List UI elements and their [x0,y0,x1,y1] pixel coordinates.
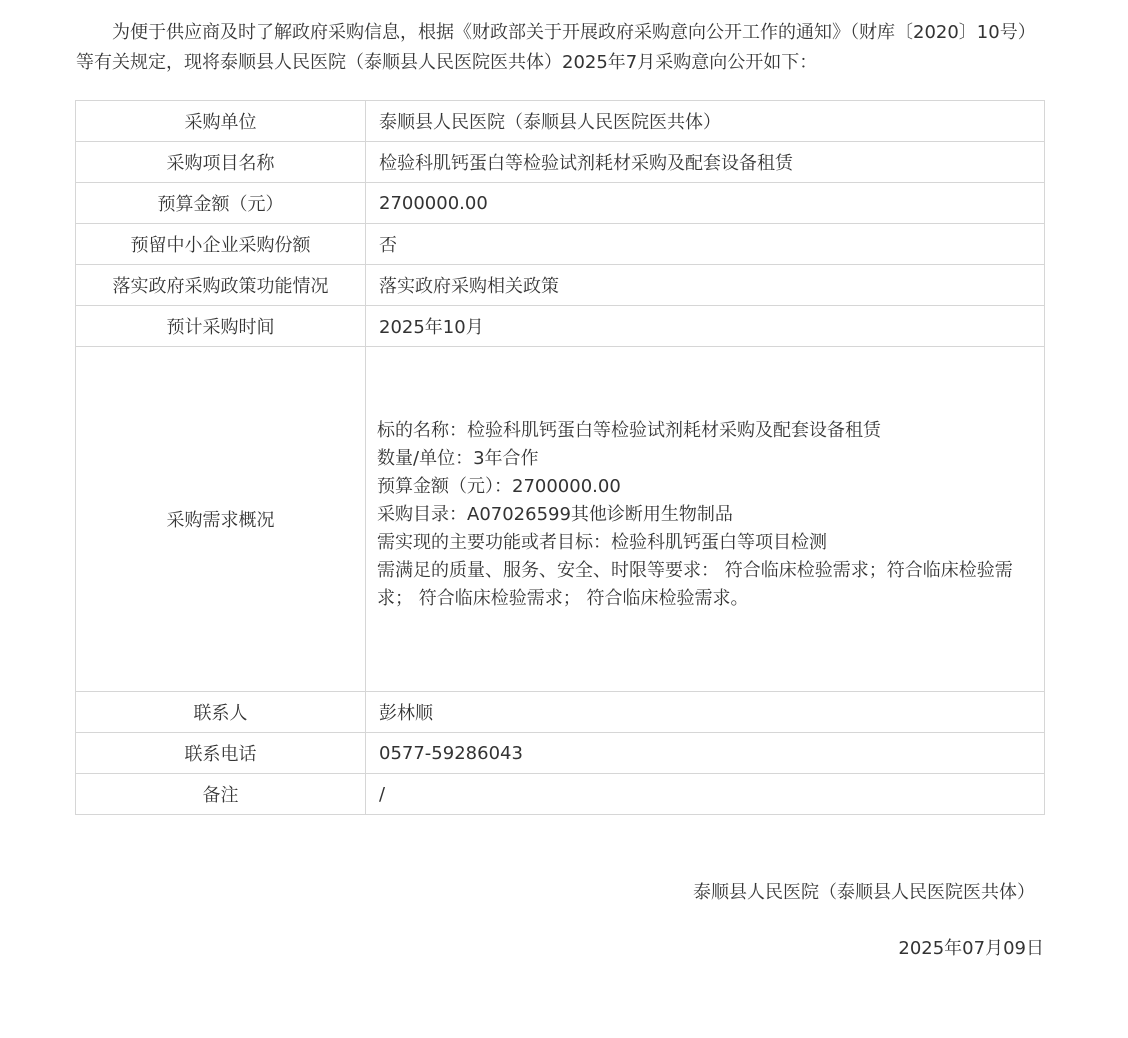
table-row [76,733,1045,774]
row-label-contact: 联系人 [76,692,366,733]
intro-paragraph: 为便于供应商及时了解政府采购信息，根据《财政部关于开展政府采购意向公开工作的通知》（财库〔2020〕10号）等有关规定，现将泰顺县人民医院（泰顺县人民医院医共体）2025年7月采购意向公开如下： [76,22,1036,73]
signer-name: 泰顺县人民医院（泰顺县人民医院医共体） [693,882,1035,903]
row-label-remarks: 备注 [76,774,366,815]
requirement-line: 需满足的质量、服务、安全、时限等要求： 符合临床检验需求；符合临床检验需求； 符合临床检验需求； 符合临床检验需求。 [377,560,1013,609]
table-row [76,306,1045,347]
table-row [76,265,1045,306]
table-row [76,692,1045,733]
row-label-budget: 预算金额（元） [76,183,366,224]
table-row [76,347,1045,692]
table-row [76,101,1045,142]
row-value-expected-time: 2025年10月 [366,306,1045,347]
row-label-requirements: 采购需求概况 [76,347,366,692]
row-label-purchaser: 采购单位 [76,101,366,142]
row-value-phone: 0577-59286043 [366,733,1045,774]
signing-date: 2025年07月09日 [898,938,1044,959]
table-row [76,224,1045,265]
row-value-budget: 2700000.00 [366,183,1045,224]
row-label-phone: 联系电话 [76,733,366,774]
row-label-project-name: 采购项目名称 [76,142,366,183]
row-value-requirements [366,347,1045,692]
row-value-purchaser: 泰顺县人民医院（泰顺县人民医院医共体） [366,101,1045,142]
row-value-policy: 落实政府采购相关政策 [366,265,1045,306]
table-row [76,142,1045,183]
row-label-policy: 落实政府采购政策功能情况 [76,265,366,306]
requirement-line: 需实现的主要功能或者目标：检验科肌钙蛋白等项目检测 [377,532,827,553]
requirement-line: 预算金额（元）：2700000.00 [377,476,621,497]
procurement-intent-table [75,100,1045,815]
requirement-line: 数量/单位：3年合作 [377,448,539,469]
row-value-sme-share: 否 [366,224,1045,265]
row-label-expected-time: 预计采购时间 [76,306,366,347]
table-row [76,183,1045,224]
row-label-sme-share: 预留中小企业采购份额 [76,224,366,265]
table-row [76,774,1045,815]
requirements-details [366,417,1044,613]
row-value-contact: 彭林顺 [366,692,1045,733]
row-value-project-name: 检验科肌钙蛋白等检验试剂耗材采购及配套设备租赁 [366,142,1045,183]
requirement-line: 采购目录：A07026599其他诊断用生物制品 [377,504,733,525]
requirement-line: 标的名称：检验科肌钙蛋白等检验试剂耗材采购及配套设备租赁 [377,420,881,441]
row-value-remarks: / [366,774,1045,815]
